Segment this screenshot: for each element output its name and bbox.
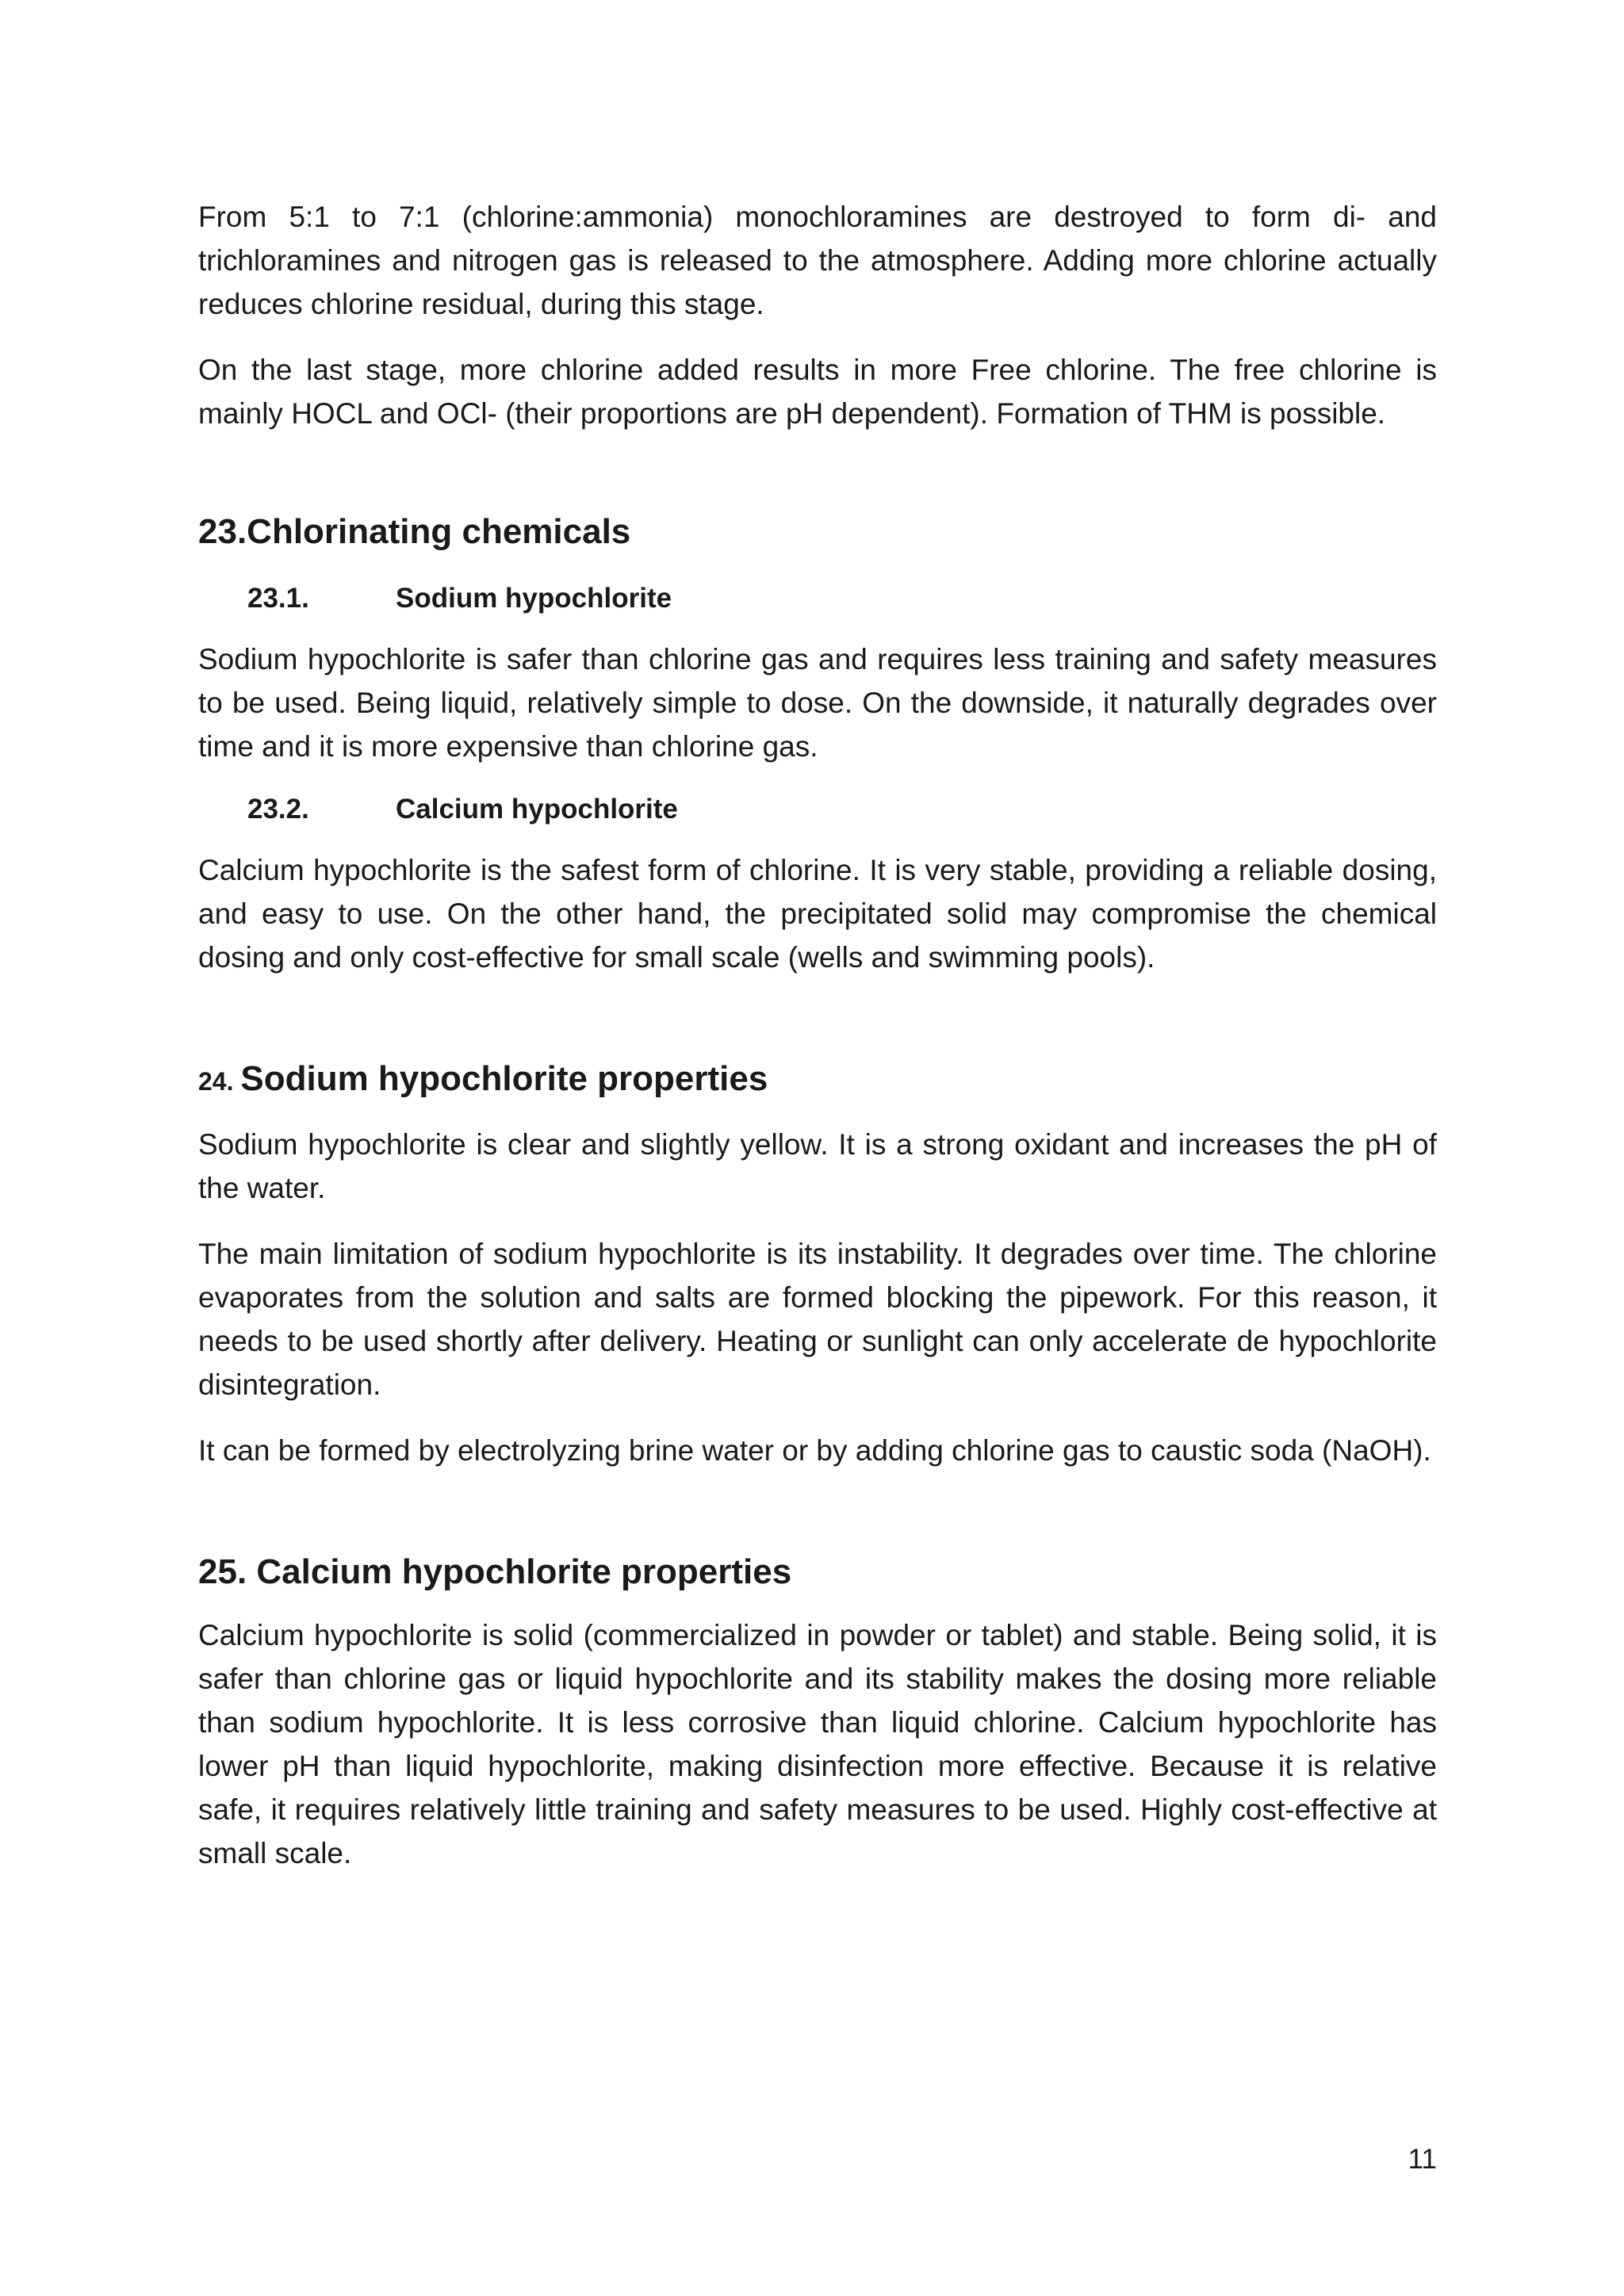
subsection-23-2-number: 23.2.: [247, 794, 309, 825]
section-25-heading: 25. Calcium hypochlorite properties: [198, 1552, 792, 1591]
subsection-23-2-heading: [198, 787, 1437, 831]
subsection-23-1-heading: [198, 576, 1437, 620]
intro-paragraph-2: On the last stage, more chlorine added results in more Free chlorine. The free chlorine is mainly HOCL and OCl- (their proportions are pH dependent). Formation of THM is possible.: [198, 354, 1437, 430]
section-25-paragraph: Calcium hypochlorite is solid (commercialized in powder or tablet) and stable. Being solid, it is safer than chlorine gas or liquid hypochlorite and its stability makes the dosing more reliable than sodium hypochlorite. It is less corrosive than liquid chlorine. Calcium hypochlorite has lower pH than liquid hypochlorite, making disinfection more effective. Because it is relative safe, it requires relatively little training and safety measures to be used. Highly cost-effective at small scale.: [198, 1619, 1437, 1869]
section-23-heading: 23.Chlorinating chemicals: [198, 512, 631, 551]
subsection-23-1-number: 23.1.: [247, 583, 309, 614]
section-24-title: Sodium hypochlorite properties: [240, 1059, 768, 1098]
subsection-23-1-paragraph: Sodium hypochlorite is safer than chlorine gas and requires less training and safety measures to be used. Being liquid, relatively simple to dose. On the downside, it naturally degrades over time and it is more expensive than chlorine gas.: [198, 643, 1437, 763]
section-24-paragraph-2: The main limitation of sodium hypochlorite is its instability. It degrades over time. The chlorine evaporates from the solution and salts are formed blocking the pipework. For this reason, it needs to be used shortly after delivery. Heating or sunlight can only accelerate de hypochlorite disintegration.: [198, 1238, 1437, 1401]
subsection-23-2-paragraph: Calcium hypochlorite is the safest form of chlorine. It is very stable, providing a reliable dosing, and easy to use. On the other hand, the precipitated solid may compromise the chemical dosing and only cost-effective for small scale (wells and swimming pools).: [198, 854, 1437, 974]
document-page: [198, 195, 1437, 1897]
section-24-paragraph-1: Sodium hypochlorite is clear and slightly yellow. It is a strong oxidant and increases the pH of the water.: [198, 1128, 1437, 1204]
subsection-23-2-title: Calcium hypochlorite: [396, 794, 678, 825]
subsection-23-1-title: Sodium hypochlorite: [396, 583, 672, 614]
intro-paragraph-1: From 5:1 to 7:1 (chlorine:ammonia) monochloramines are destroyed to form di- and trichloramines and nitrogen gas is released to the atmosphere. Adding more chlorine actually reduces chlorine residual, during this stage.: [198, 201, 1437, 320]
page-number: 11: [1408, 2144, 1437, 2175]
section-24-heading: [198, 1055, 1437, 1105]
section-24-number: 24.: [198, 1067, 241, 1096]
section-24-paragraph-3: It can be formed by electrolyzing brine water or by adding chlorine gas to caustic soda (NaOH).: [198, 1434, 1431, 1467]
